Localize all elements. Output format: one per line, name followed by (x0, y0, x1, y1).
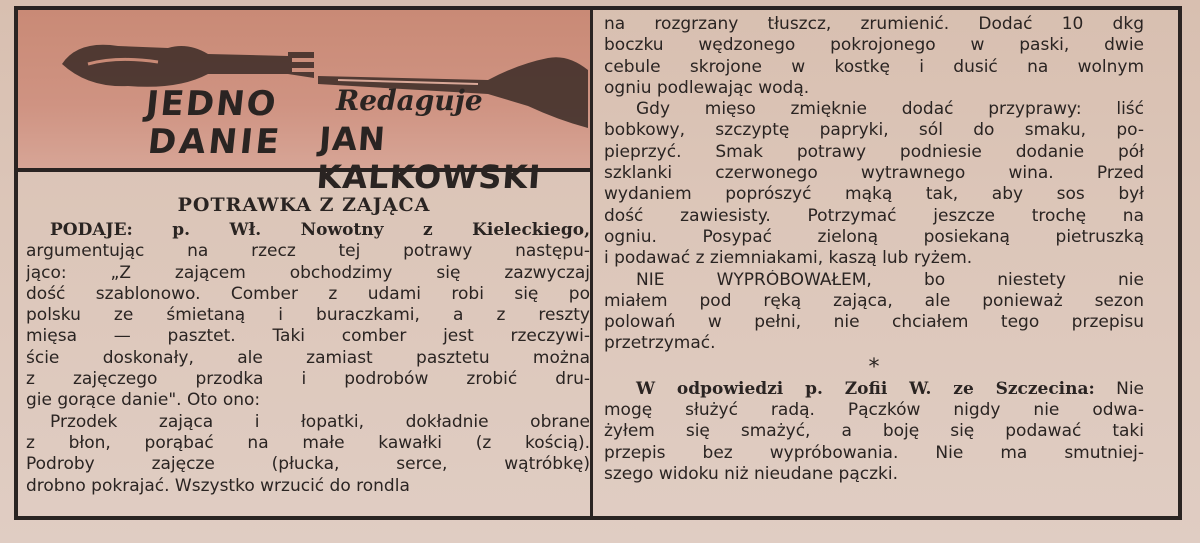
header-word-jedno: JEDNO (143, 84, 280, 124)
text-line (604, 379, 1144, 400)
text-line: polowań w pełni, nie chciałem tego przepisu (604, 312, 1144, 333)
text-line (50, 220, 590, 241)
column-divider (590, 10, 593, 516)
header-word-redaguje: Redaguje (336, 84, 483, 117)
reply-text: Nie (1094, 378, 1144, 399)
column-header (18, 10, 590, 196)
text-line: mięsa — pasztet. Taki comber jest rzeczywi- (26, 326, 590, 347)
section-star: * (868, 354, 880, 380)
text-line: na rozgrzany tłuszcz, zrumienić. Dodać 10 dkg (604, 14, 1144, 34)
text-line: pieprzyć. Smak potrawy podniesie dodanie pół (604, 141, 1144, 162)
right-column-text (604, 14, 1144, 485)
left-column-text (26, 220, 590, 497)
bold-text: p. Wł. Nowotny z Kieleckiego, (132, 220, 590, 240)
right-column (604, 10, 1170, 516)
header-editor-name: JAN KALKOWSKI (315, 120, 543, 196)
text-line: dość szablonowo. Comber z udami robi się po (26, 283, 590, 304)
text-line: i podawać z ziemniakami, kaszą lub ryżem. (604, 248, 973, 269)
text-line: wydaniem poprószyć mąką tak, aby sos był (604, 184, 1144, 205)
text-line: gie gorące danie". Oto ono: (26, 390, 261, 411)
text-line: drobno pokrajać. Wszystko wrzucić do rondla (26, 475, 410, 496)
text-line: jąco: „Z zającem obchodzimy się zazwyczaj (26, 262, 590, 283)
text-line: bobkowy, szczyptę papryki, sól do smaku, po- (604, 120, 1144, 141)
text-line: szklanki czerwonego wytrawnego wina. Przed (604, 163, 1144, 184)
bold-lead: PODAJE: (50, 220, 133, 240)
text-line: z błon, porąbać na małe kawałki (z kością). (26, 432, 590, 453)
reply-lead: W odpowiedzi p. Zofii W. ze Szczecina: (636, 378, 1095, 399)
text-line: cebule skrojone w kostkę i dusić na wolnym (604, 56, 1144, 77)
text-line: ście doskonały, ale zamiast pasztetu można (26, 347, 590, 368)
text-line: NIE WYPRÓBOWAŁEM, bo niestety nie (636, 269, 1144, 290)
text-line: Podroby zajęcze (płucka, serce, wątróbkę) (26, 454, 590, 475)
text-line: ogniu podlewając wodą. (604, 77, 810, 98)
text-line: dość zawiesisty. Potrzymać jeszcze trochę na (604, 205, 1144, 226)
text-line: przetrzymać. (604, 333, 716, 354)
text-line: szego widoku niż nieudane pączki. (604, 463, 899, 484)
header-word-danie: DANIE (145, 122, 284, 162)
text-line: z zajęczego przodka i podrobów zrobić dru- (26, 369, 590, 390)
article-title: POTRAWKA Z ZAJĄCA (177, 194, 431, 216)
left-column (18, 10, 592, 516)
text-line: ogniu. Posypać zieloną posiekaną pietruszką (604, 226, 1144, 247)
text-line: argumentując na rzecz tej potrawy następu- (26, 241, 590, 262)
text-line: miałem pod ręką zająca, ale ponieważ sezon (604, 290, 1144, 311)
text-line: Gdy mięso zmięknie dodać przyprawy: liść (636, 99, 1144, 120)
text-line: Przodek zająca i łopatki, dokładnie obrane (50, 411, 590, 432)
text-line: przepis bez wypróbowania. Nie ma smutniej- (604, 442, 1144, 463)
text-line: żyłem się smażyć, a boję się podawać taki (604, 421, 1144, 442)
text-line: mogę służyć radą. Pączków nigdy nie odwa- (604, 400, 1144, 421)
text-line: boczku wędzonego pokrojonego w paski, dwie (604, 35, 1144, 56)
text-line: polsku ze śmietaną i buraczkami, a z reszty (26, 305, 590, 326)
